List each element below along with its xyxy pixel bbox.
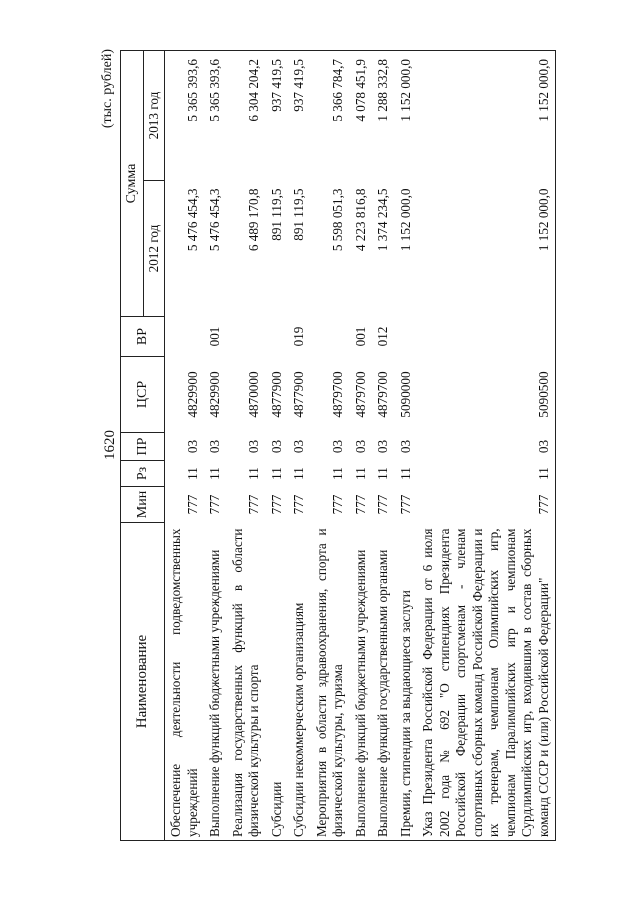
table-row bbox=[227, 51, 266, 841]
row-rz: 11 bbox=[291, 467, 306, 480]
row-sum-2012: 891 119,5 bbox=[268, 188, 284, 241]
row-name: Выполнение функций государственными органами bbox=[372, 523, 395, 841]
row-sum-2012: 1 152 000,0 bbox=[417, 181, 556, 317]
header-csr: ЦСР bbox=[121, 357, 165, 433]
row-sum-2013: 5 365 393,6 bbox=[204, 51, 227, 181]
row-sum-2013: 937 419,5 bbox=[288, 51, 311, 181]
row-name: Субсидии bbox=[266, 523, 289, 841]
table-row bbox=[395, 51, 418, 841]
row-vr bbox=[266, 317, 289, 357]
budget-table bbox=[120, 50, 556, 841]
row-vr bbox=[417, 317, 556, 357]
row-rz: 11 bbox=[330, 467, 345, 480]
row-csr: 4877900 bbox=[291, 371, 306, 418]
row-sum-2013: 937 419,5 bbox=[266, 51, 289, 181]
table-row bbox=[350, 51, 373, 841]
row-csr: 4879700 bbox=[352, 371, 368, 418]
header-2013: 2013 год bbox=[143, 51, 165, 181]
row-pr: 03 bbox=[375, 439, 390, 454]
table-row bbox=[311, 51, 350, 841]
row-name: Премии, стипендии за выдающиеся заслуги bbox=[395, 523, 418, 841]
table-row bbox=[204, 51, 227, 841]
row-pr: 03 bbox=[330, 439, 345, 454]
row-rz: 11 bbox=[184, 467, 200, 480]
row-min: 777 bbox=[291, 494, 306, 515]
row-min: 777 bbox=[330, 494, 345, 515]
header-sum: Сумма bbox=[121, 51, 144, 317]
row-min: 777 bbox=[207, 494, 222, 515]
row-csr: 4877900 bbox=[268, 371, 284, 418]
row-pr: 03 bbox=[291, 439, 306, 454]
row-sum-2012: 5 476 454,3 bbox=[184, 188, 200, 252]
row-sum-2013: 1 152 000,0 bbox=[417, 51, 556, 181]
row-sum-2012: 5 476 454,3 bbox=[207, 188, 222, 252]
row-sum-2013: 1 288 332,8 bbox=[372, 51, 395, 181]
header-row bbox=[121, 51, 144, 841]
row-name: Мероприятия в области здравоохранения, спорта и физической культуры, туризма bbox=[311, 523, 350, 841]
row-sum-2012: 1 152 000,0 bbox=[397, 188, 413, 252]
row-min: 777 bbox=[246, 494, 261, 515]
table-row bbox=[266, 51, 289, 841]
row-vr bbox=[311, 317, 350, 357]
row-pr: 03 bbox=[246, 439, 261, 454]
row-name: Выполнение функций бюджетными учреждениями bbox=[204, 523, 227, 841]
page-number: 1620 bbox=[102, 430, 118, 460]
row-sum-2012: 1 374 234,5 bbox=[375, 188, 390, 252]
rotated-page bbox=[98, 45, 618, 845]
row-rz: 11 bbox=[375, 467, 390, 480]
row-name: Субсидии некоммерческим организациям bbox=[288, 523, 311, 841]
row-pr: 03 bbox=[184, 439, 200, 454]
row-csr: 5090000 bbox=[397, 371, 413, 418]
row-rz: 11 bbox=[397, 467, 413, 480]
row-min: 777 bbox=[184, 494, 200, 515]
row-csr: 5090500 bbox=[417, 357, 556, 433]
table-row bbox=[372, 51, 395, 841]
table-row bbox=[288, 51, 311, 841]
row-pr: 03 bbox=[352, 439, 368, 454]
row-min: 777 bbox=[375, 494, 390, 515]
header-vr: ВР bbox=[121, 317, 165, 357]
units-label: (тыс. рублей) bbox=[100, 49, 115, 129]
row-sum-2013: 6 304 204,2 bbox=[227, 51, 266, 181]
row-min: 777 bbox=[397, 494, 413, 515]
table-row bbox=[417, 51, 556, 841]
row-csr: 4879700 bbox=[330, 371, 345, 418]
row-vr bbox=[165, 317, 205, 357]
table-row bbox=[165, 51, 205, 841]
row-rz: 11 bbox=[268, 467, 284, 480]
row-csr: 4829900 bbox=[207, 371, 222, 418]
header-min: Мин bbox=[121, 487, 165, 523]
row-sum-2012: 4 223 816,8 bbox=[352, 188, 368, 252]
row-sum-2013: 5 365 393,6 bbox=[165, 51, 205, 181]
header-rz: Рз bbox=[121, 461, 165, 487]
row-rz: 11 bbox=[417, 461, 556, 487]
row-pr: 03 bbox=[397, 439, 413, 454]
row-csr: 4829900 bbox=[184, 371, 200, 418]
header-name: Наименование bbox=[121, 523, 165, 841]
row-name: Обеспечение деятельности подведомственных учреждений bbox=[165, 523, 205, 841]
row-rz: 11 bbox=[352, 467, 368, 480]
row-vr: 012 bbox=[375, 326, 390, 347]
row-rz: 11 bbox=[246, 467, 261, 480]
row-pr: 03 bbox=[417, 433, 556, 461]
row-csr: 4879700 bbox=[375, 371, 390, 418]
row-sum-2012: 891 119,5 bbox=[291, 188, 306, 241]
row-sum-2013: 1 152 000,0 bbox=[395, 51, 418, 181]
row-vr: 001 bbox=[352, 326, 368, 347]
row-name: Указ Президента Российской Федерации от 6 июля 2002 года № 692 "О стипендиях Президента Российской Федерации спортсменам - членам спортивных сборных команд Российской Федерации и их тренерам, чемпионам Олимпийских игр, чемпионам Паралимпийских игр и чемпионам Сурдлимпийских игр, входившим в состав сборных команд СССР и (или) Российской Федерации" bbox=[417, 523, 556, 841]
header-pr: ПР bbox=[121, 433, 165, 461]
header-2012: 2012 год bbox=[143, 181, 165, 317]
row-rz: 11 bbox=[207, 467, 222, 480]
row-min: 777 bbox=[268, 494, 284, 515]
row-vr: 019 bbox=[291, 326, 306, 347]
row-sum-2013: 5 366 784,7 bbox=[311, 51, 350, 181]
row-sum-2013: 4 078 451,9 bbox=[350, 51, 373, 181]
row-vr: 001 bbox=[207, 326, 222, 347]
row-sum-2012: 5 598 051,3 bbox=[330, 188, 345, 252]
row-min: 777 bbox=[417, 487, 556, 523]
row-name: Реализация государственных функций в области физической культуры и спорта bbox=[227, 523, 266, 841]
row-sum-2012: 6 489 170,8 bbox=[246, 188, 261, 252]
row-csr: 4870000 bbox=[246, 371, 261, 418]
row-min: 777 bbox=[352, 494, 368, 515]
row-pr: 03 bbox=[268, 439, 284, 454]
row-vr bbox=[227, 317, 266, 357]
row-name: Выполнение функций бюджетными учреждениями bbox=[350, 523, 373, 841]
row-vr bbox=[395, 317, 418, 357]
row-pr: 03 bbox=[207, 439, 222, 454]
